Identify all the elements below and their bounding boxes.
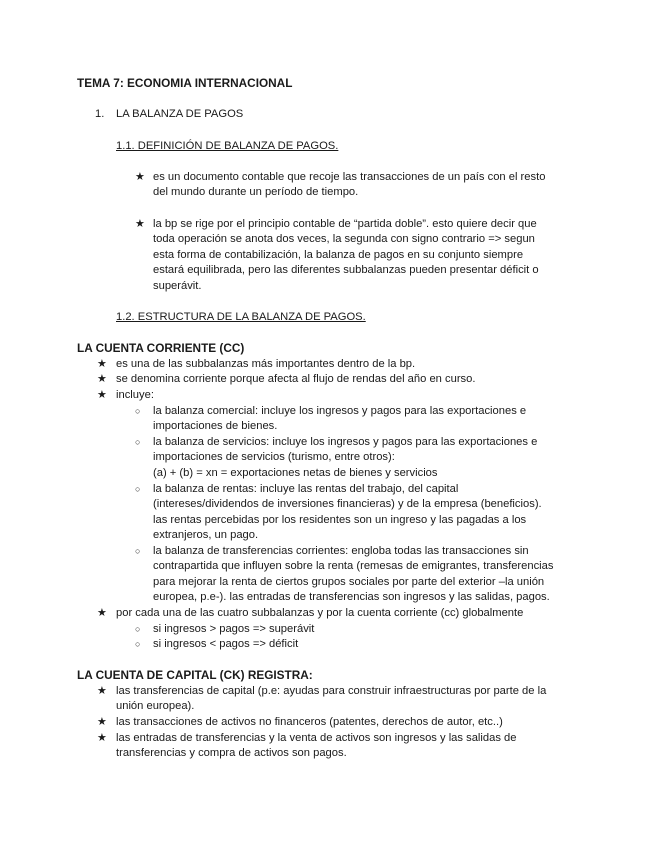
sub-bullet-line: la balanza de rentas: incluye las rentas del trabajo, del capital: [153, 483, 459, 495]
star-bullet-icon: ★: [97, 389, 107, 401]
sub-bullet-line: la balanza de servicios: incluye los ingresos y pagos para las exportaciones e: [153, 436, 538, 448]
section-heading-capital-account: LA CUENTA DE CAPITAL (CK) REGISTRA:: [77, 668, 313, 682]
bullet-line: las entradas de transferencias y la venta de activos son ingresos y las salidas de: [116, 732, 517, 744]
bullet-line: la bp se rige por el principio contable de “partida doble”. esto quiere decir que: [153, 218, 537, 230]
bullet-line: toda operación se anota dos veces, la segunda con signo contrario => segun: [153, 233, 535, 245]
sub-bullet-line: importaciones de bienes.: [153, 420, 278, 432]
bullet-line: incluye:: [116, 389, 154, 401]
bullet-line: se denomina corriente porque afecta al flujo de rendas del año en curso.: [116, 373, 476, 385]
star-bullet-icon: ★: [97, 716, 107, 728]
circle-bullet-icon: ○: [135, 624, 141, 634]
page-title: TEMA 7: ECONOMIA INTERNACIONAL: [77, 76, 293, 90]
sub-bullet-line: si ingresos > pagos => superávit: [153, 623, 315, 635]
sub-bullet-line: (intereses/dividendos de inversiones financieras) y de la empresa (beneficios).: [153, 498, 542, 510]
bullet-line: las transferencias de capital (p.e: ayudas para construir infraestructuras por parte de la: [116, 685, 547, 697]
bullet-line: transferencias y compra de activos son pagos.: [116, 747, 347, 759]
circle-bullet-icon: ○: [135, 406, 141, 416]
bullet-line: esta forma de contabilización, la balanza de pagos en su conjunto siempre: [153, 249, 524, 261]
sub-bullet-line: extranjeros, un pago.: [153, 529, 259, 541]
sub-bullet-line: la balanza comercial: incluye los ingresos y pagos para las exportaciones e: [153, 405, 527, 417]
sub-bullet-line: importaciones de servicios (turismo, entre otros):: [153, 451, 395, 463]
bullet-line: del mundo durante un período de tiempo.: [153, 186, 359, 198]
star-bullet-icon: ★: [97, 358, 107, 370]
bullet-line: es una de las subbalanzas más importantes dentro de la bp.: [116, 358, 416, 370]
star-bullet-icon: ★: [97, 607, 107, 619]
star-bullet-icon: ★: [135, 218, 145, 230]
sub-bullet-line: para mejorar la renta de ciertos grupos sociales por parte del exterior –la unión: [153, 576, 545, 588]
section-heading-current-account: LA CUENTA CORRIENTE (CC): [77, 341, 245, 355]
sub-bullet-line: europea, p.e-). las entradas de transferencias son ingresos y las salidas, pagos.: [153, 591, 550, 603]
star-bullet-icon: ★: [97, 373, 107, 385]
subsection-heading-structure: 1.2. ESTRUCTURA DE LA BALANZA DE PAGOS.: [116, 311, 366, 323]
circle-bullet-icon: ○: [135, 437, 141, 447]
circle-bullet-icon: ○: [135, 546, 141, 556]
section-title: LA BALANZA DE PAGOS: [116, 108, 244, 120]
subsection-heading-definition: 1.1. DEFINICIÓN DE BALANZA DE PAGOS.: [116, 140, 339, 152]
star-bullet-icon: ★: [97, 732, 107, 744]
bullet-line: las transacciones de activos no financeros (patentes, derechos de autor, etc..): [116, 716, 503, 728]
sub-bullet-line: las rentas percebidas por los residentes son un ingreso y las pagadas a los: [153, 514, 527, 526]
sub-bullet-line: contrapartida que influyen sobre la renta (remesas de emigrantes, transferencias: [153, 560, 554, 572]
circle-bullet-icon: ○: [135, 639, 141, 649]
bullet-line: superávit.: [153, 280, 202, 292]
bullet-line: estará equilibrada, pero las diferentes subbalanzas pueden presentar déficit o: [153, 264, 539, 276]
star-bullet-icon: ★: [135, 171, 145, 183]
sub-bullet-line: la balanza de transferencias corrientes: engloba todas las transacciones sin: [153, 545, 529, 557]
bullet-line: unión europea).: [116, 700, 195, 712]
sub-bullet-line: (a) + (b) = xn = exportaciones netas de bienes y servicios: [153, 467, 438, 479]
bullet-line: por cada una de las cuatro subbalanzas y por la cuenta corriente (cc) globalmente: [116, 607, 524, 619]
sub-bullet-line: si ingresos < pagos => déficit: [153, 638, 299, 650]
section-number: 1.: [95, 108, 105, 120]
circle-bullet-icon: ○: [135, 484, 141, 494]
bullet-line: es un documento contable que recoje las transacciones de un país con el resto: [153, 171, 546, 183]
star-bullet-icon: ★: [97, 685, 107, 697]
